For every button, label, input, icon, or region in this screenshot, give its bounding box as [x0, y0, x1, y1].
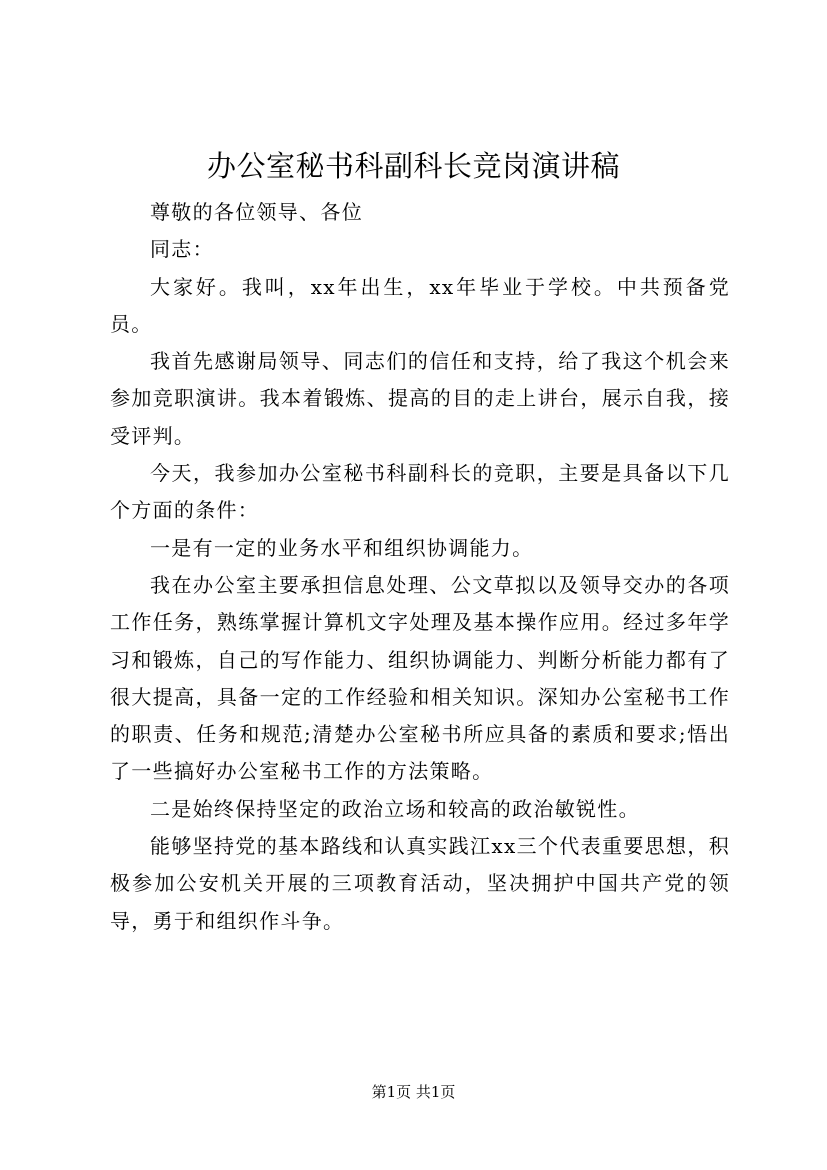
paragraph-intro: 今天，我参加办公室秘书科副科长的竞职，主要是具备以下几个方面的条件：: [110, 461, 730, 523]
paragraph-point-one: 一是有一定的业务水平和组织协调能力。: [150, 535, 534, 560]
document-title: 办公室秘书科副科长竞岗演讲稿: [206, 149, 620, 183]
paragraph-point-two: 二是始终保持坚定的政治立场和较高的政治敏锐性。: [150, 796, 640, 821]
paragraph-greeting: 大家好。我叫，xx年出生，xx年毕业于学校。中共预备党员。: [110, 274, 730, 336]
document-body: [110, 194, 730, 940]
paragraph-thanks: 我首先感谢局领导、同志们的信任和支持，给了我这个机会来参加竞职演讲。我本着锻炼、提高的目的走上讲台，展示自我，接受评判。: [110, 349, 730, 448]
paragraph-point-one-detail: 我在办公室主要承担信息处理、公文草拟以及领导交办的各项工作任务，熟练掌握计算机文字处理及基本操作应用。经过多年学习和锻炼，自己的写作能力、组织协调能力、判断分析能力都有了很大提高，具备一定的工作经验和相关知识。深知办公室秘书工作的职责、任务和规范;清楚办公室秘书所应具备的素质和要求;悟出了一些搞好办公室秘书工作的方法策略。: [110, 572, 730, 784]
paragraph-salutation: 尊敬的各位领导、各位: [150, 200, 363, 224]
page-footer: 第1页 共1页: [371, 1083, 456, 1101]
paragraph-salutation-cont: 同志：: [150, 237, 214, 262]
paragraph-point-two-detail: 能够坚持党的基本路线和认真实践江xx三个代表重要思想，积极参加公安机关开展的三项教育活动，坚决拥护中国共产党的领导，勇于和组织作斗争。: [110, 834, 730, 933]
